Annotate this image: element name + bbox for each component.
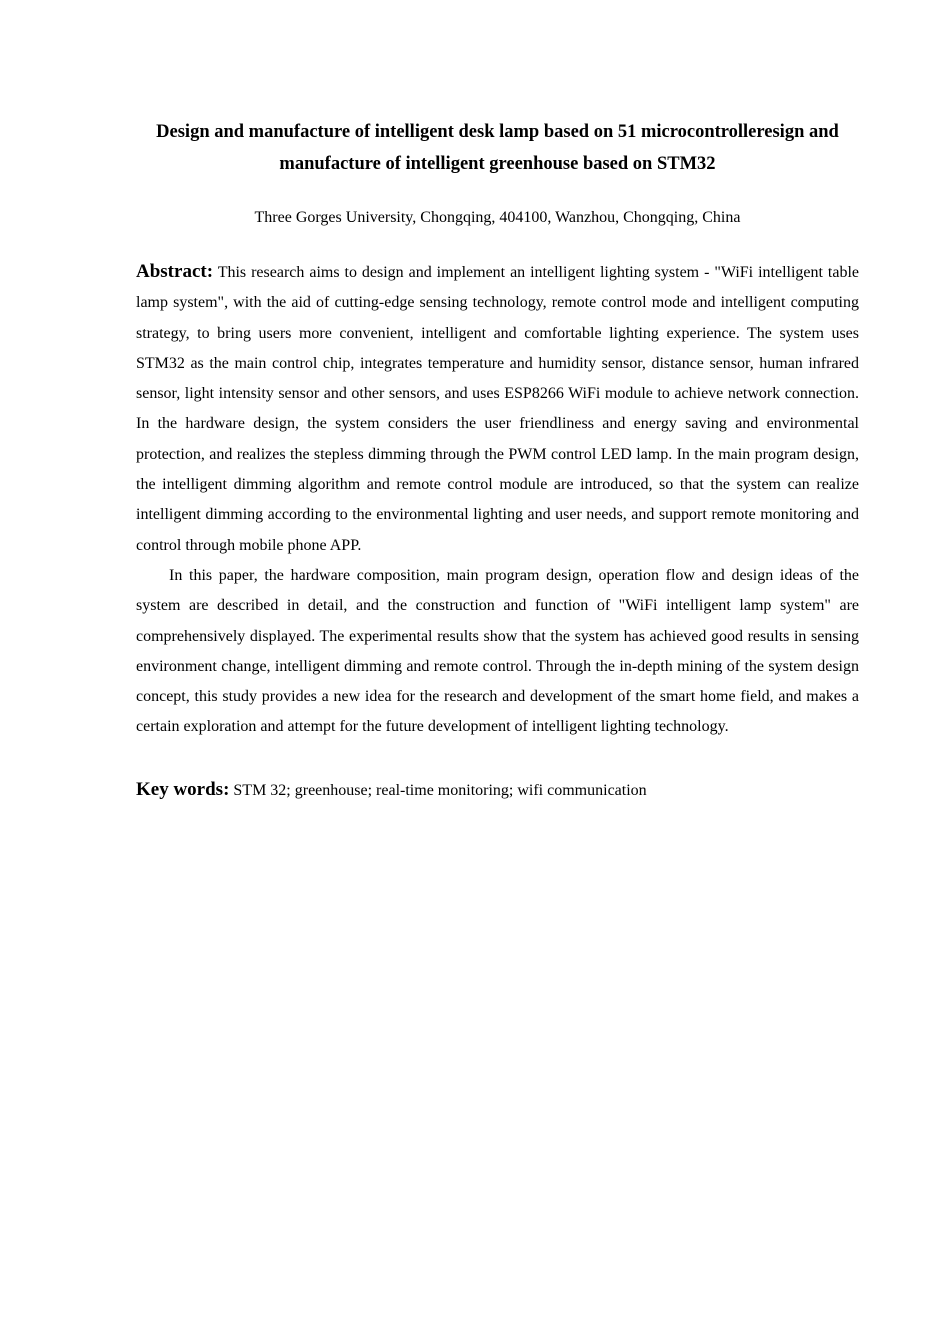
paper-page [136,116,859,806]
keywords-text: STM 32; greenhouse; real-time monitoring; wifi communication [233,781,647,799]
paper-title: Design and manufacture of intelligent desk lamp based on 51 microcontrolleresign and manufacture of intelligent greenhouse based on STM32 [156,122,839,174]
keywords-label: Key words: [136,778,230,800]
abstract-text-1: This research aims to design and implement an intelligent lighting system - "WiFi intelligent table lamp system", with the aid of cutting-edge sensing technology, remote control mode and intelligent computing strategy, to bring users more convenient, intelligent and comfortable lighting experience. The system uses STM32 as the main control chip, integrates temperature and humidity sensor, distance sensor, human infrared sensor, light intensity sensor and other sensors, and uses ESP8266 WiFi module to achieve network connection. In the hardware design, the system considers the user friendliness and energy saving and environmental protection, and realizes the stepless dimming through the PWM control LED lamp. In the main program design, the intelligent dimming algorithm and remote control module are introduced, so that the system can realize intelligent dimming according to the environmental lighting and user needs, and support remote monitoring and control through mobile phone APP. [136,264,860,554]
abstract-section [136,257,859,743]
abstract-paragraph-1 [136,257,859,561]
abstract-paragraph-2: In this paper, the hardware composition, main program design, operation flow and design ideas of the system are described in detail, and the construction and function of "WiFi intelligent lamp system" are comprehensively displayed. The experimental results show that the system has achieved good results in sensing environment change, intelligent dimming and remote control. Through the in-depth mining of the system design concept, this study provides a new idea for the research and development of the smart home field, and makes a certain exploration and attempt for the future development of intelligent lighting technology. [136,566,859,736]
abstract-label: Abstract: [136,261,214,282]
keywords-section [136,775,859,806]
author-affiliation: Three Gorges University, Chongqing, 404100, Wanzhou, Chongqing, China [254,209,741,226]
